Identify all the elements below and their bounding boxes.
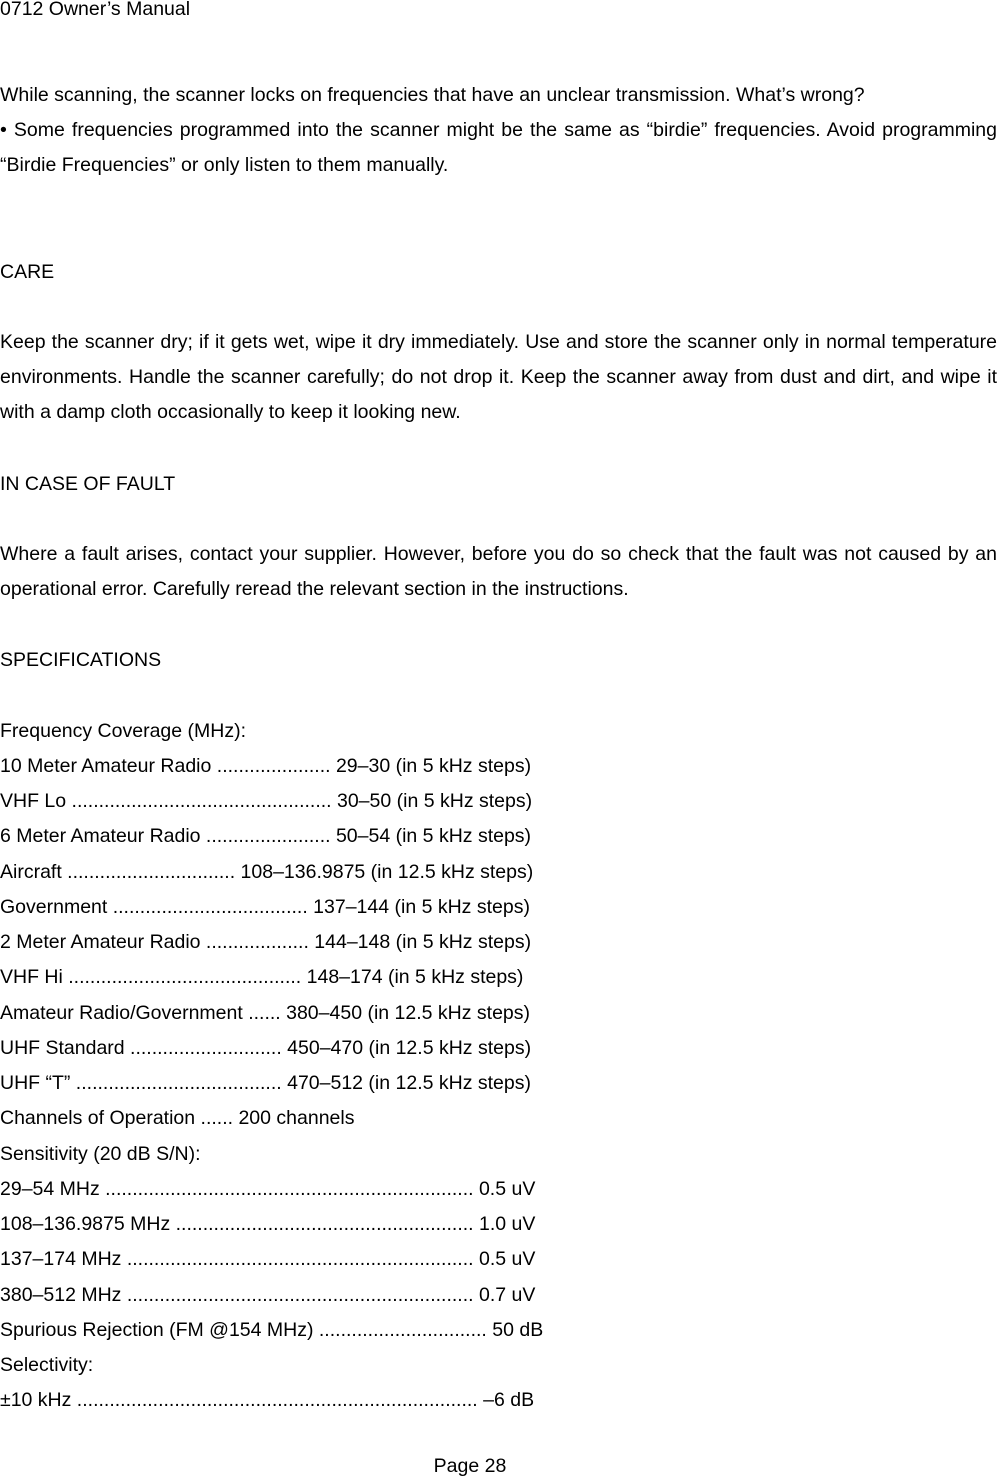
spec-line: VHF Hi ........................................... 148–174 (in 5 kHz steps) [0, 966, 524, 988]
spec-line: 137–174 MHz ................................................................ 0.5 uV [0, 1248, 536, 1270]
spec-line: Aircraft ............................... 108–136.9875 (in 12.5 kHz steps) [0, 861, 534, 883]
spec-line: Government .................................... 137–144 (in 5 kHz steps) [0, 896, 530, 918]
spec-line: 2 Meter Amateur Radio ................... 144–148 (in 5 kHz steps) [0, 931, 532, 953]
fault-body: Where a fault arises, contact your supplier. However, before you do so check that the fault was not caused by an operational error. Carefully reread the relevant section in the instructions. [0, 543, 997, 600]
spec-line: UHF Standard ............................ 450–470 (in 12.5 kHz steps) [0, 1037, 532, 1059]
spec-line: Frequency Coverage (MHz): [0, 720, 246, 742]
page-header-title: 0712 Owner’s Manual [0, 0, 191, 20]
troubleshoot-question: While scanning, the scanner locks on frequencies that have an unclear transmission. What’s wrong? [0, 84, 865, 106]
page-number: Page 28 [433, 1455, 507, 1477]
spec-line: 6 Meter Amateur Radio ....................... 50–54 (in 5 kHz steps) [0, 825, 532, 847]
spec-line: Channels of Operation ...... 200 channels [0, 1107, 355, 1129]
spec-line: 29–54 MHz .................................................................... 0.5 uV [0, 1178, 536, 1200]
spec-line: 10 Meter Amateur Radio ..................... 29–30 (in 5 kHz steps) [0, 755, 532, 777]
fault-heading: IN CASE OF FAULT [0, 473, 176, 495]
spec-line: Selectivity: [0, 1354, 94, 1376]
spec-line: 108–136.9875 MHz ....................................................... 1.0 uV [0, 1213, 536, 1235]
spec-line: ±10 kHz .......................................................................... –6 dB [0, 1389, 535, 1411]
spec-line: UHF “T” ...................................... 470–512 (in 12.5 kHz steps) [0, 1072, 531, 1094]
spec-line: Sensitivity (20 dB S/N): [0, 1143, 201, 1165]
specs-heading: SPECIFICATIONS [0, 649, 162, 671]
spec-line: Spurious Rejection (FM @154 MHz) ............................... 50 dB [0, 1319, 544, 1341]
spec-line: VHF Lo ................................................ 30–50 (in 5 kHz steps) [0, 790, 533, 812]
care-body: Keep the scanner dry; if it gets wet, wipe it dry immediately. Use and store the scanner only in normal temperature environments. Handle the scanner carefully; do not drop it. Keep the scanner away from dust and dirt, and wipe it with a damp cloth occasionally to keep it looking new. [0, 331, 997, 423]
spec-line: Amateur Radio/Government ...... 380–450 (in 12.5 kHz steps) [0, 1002, 531, 1024]
care-heading: CARE [0, 261, 55, 283]
troubleshoot-answer: • Some frequencies programmed into the scanner might be the same as “birdie” frequencies. Avoid programming “Birdie Frequencies” or only listen to them manually. [0, 119, 997, 176]
spec-line: 380–512 MHz ................................................................ 0.7 uV [0, 1284, 536, 1306]
